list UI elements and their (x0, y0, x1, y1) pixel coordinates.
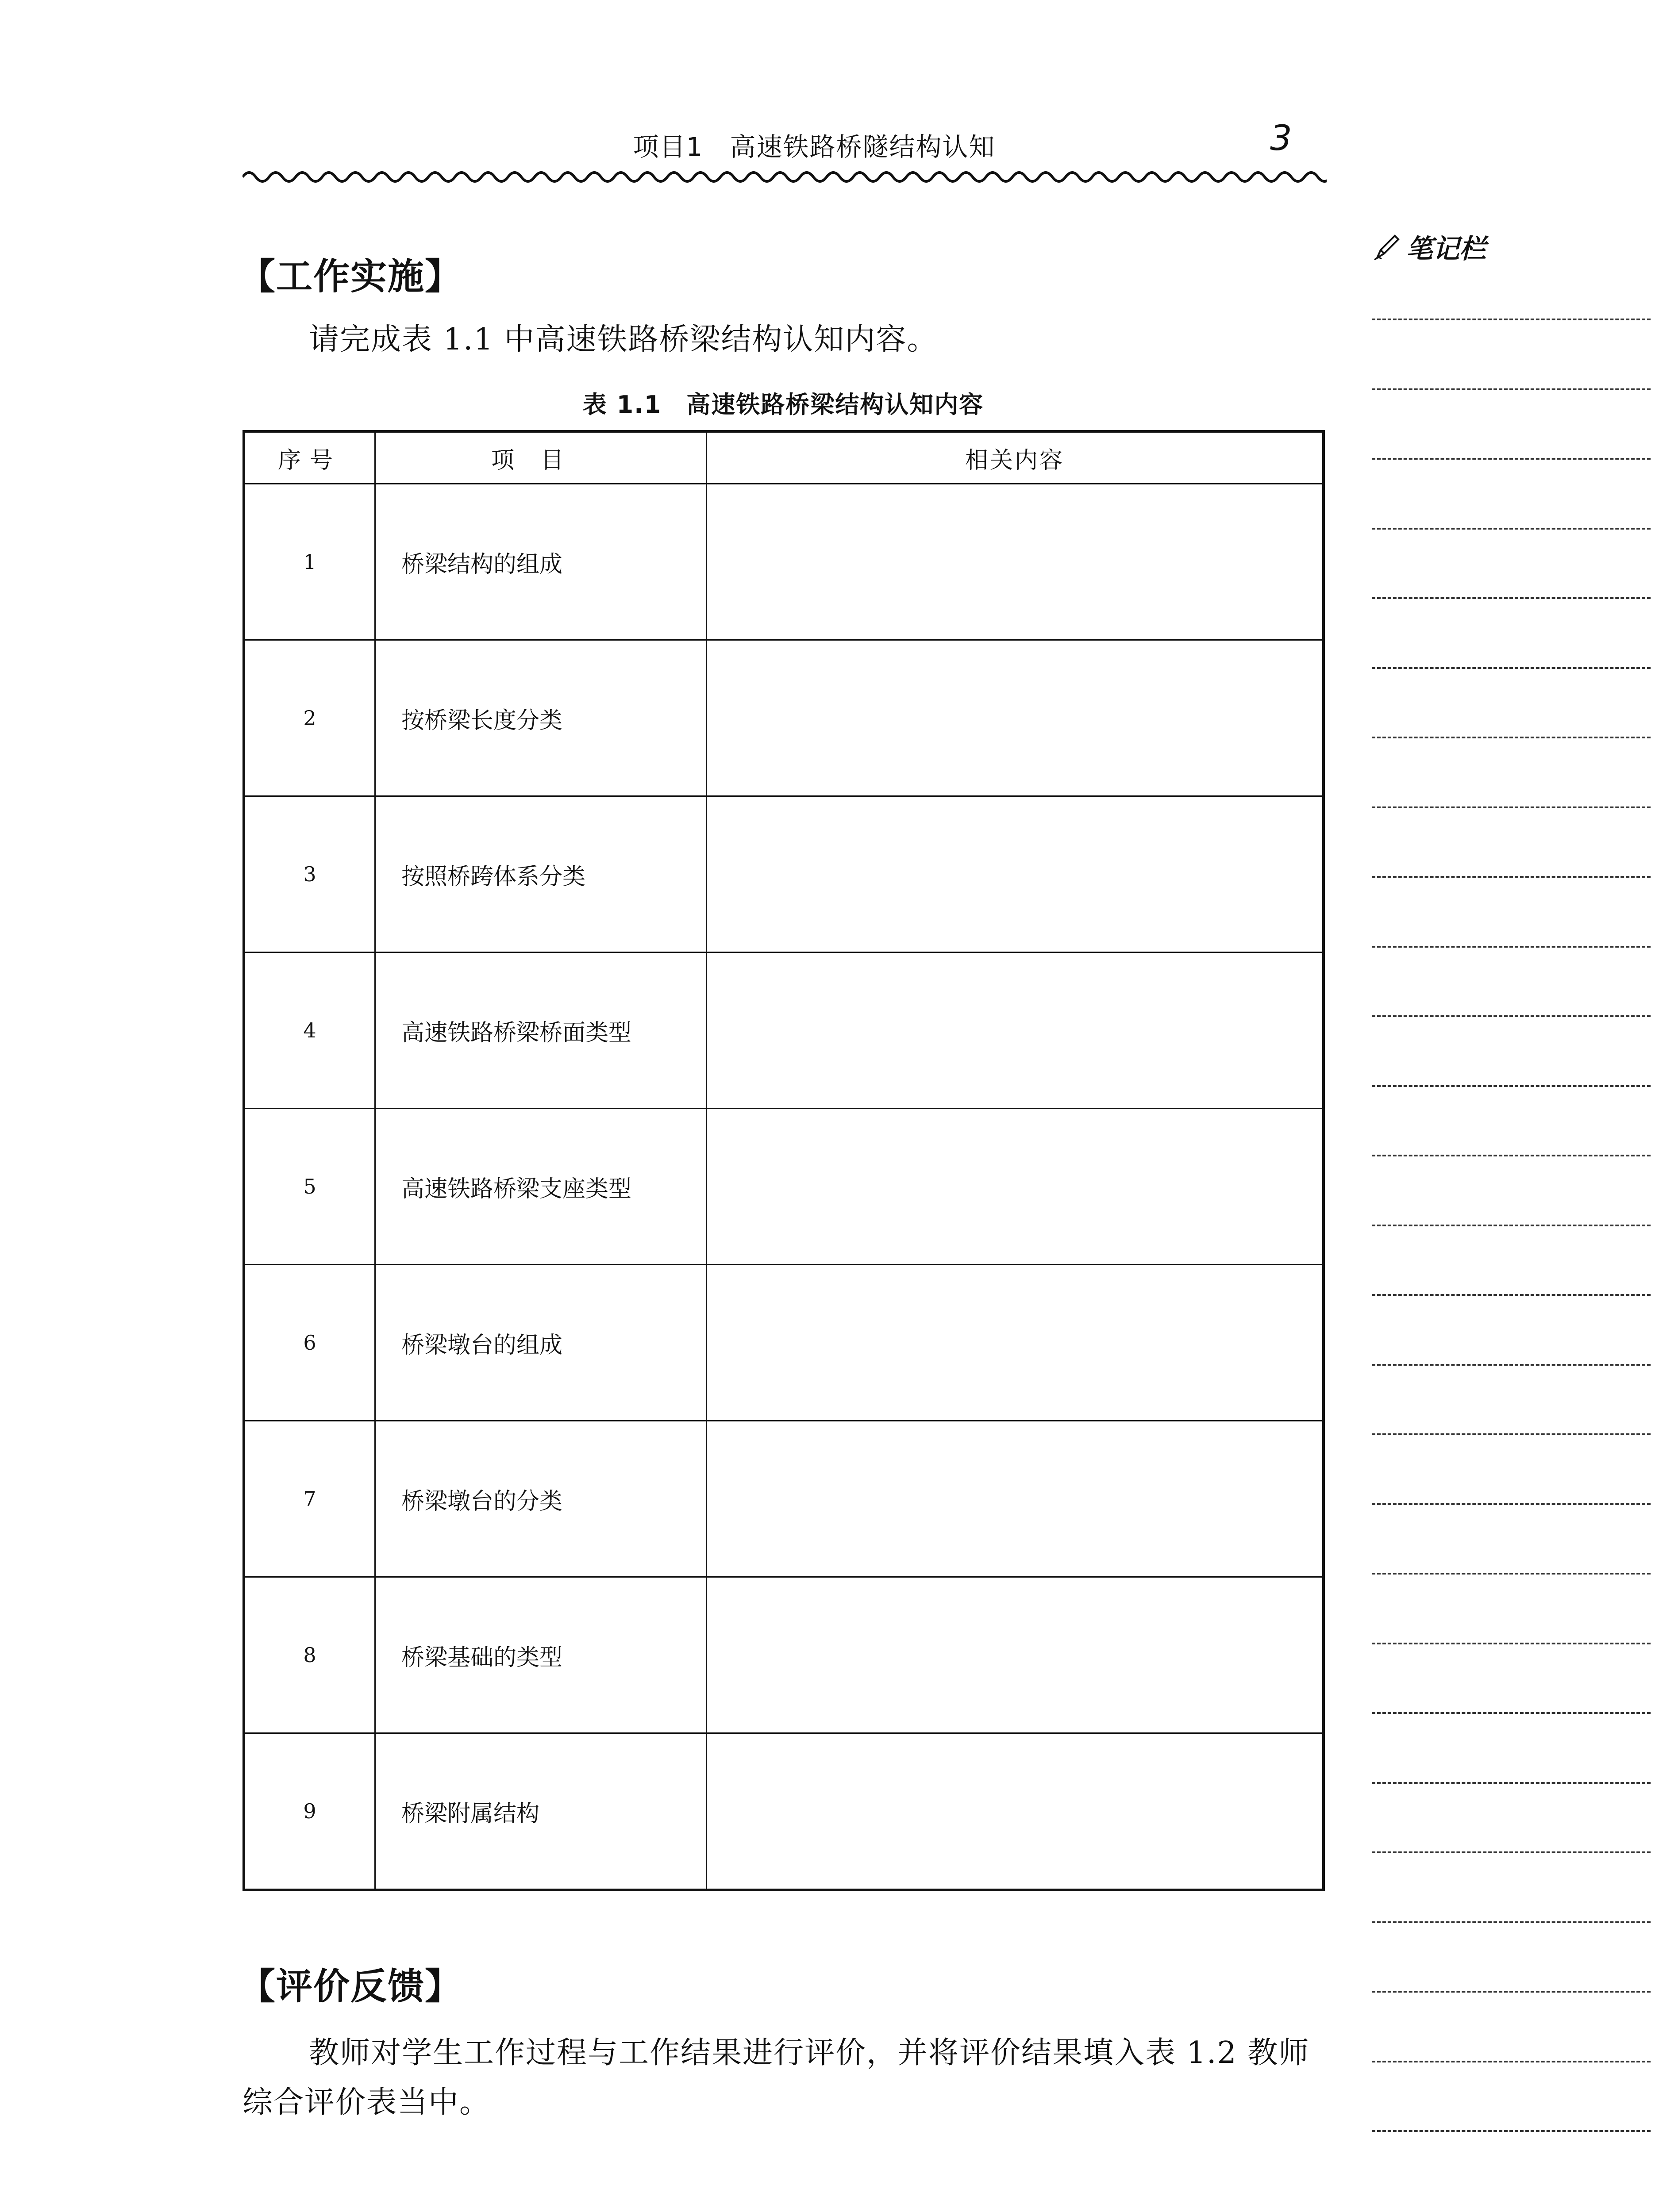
table-row (244, 796, 1324, 952)
note-line[interactable] (1372, 667, 1651, 669)
note-line[interactable] (1372, 946, 1651, 948)
row-item: 按照桥跨体系分类 (375, 796, 707, 952)
table-row (244, 1109, 1324, 1265)
row-number: 7 (244, 1421, 375, 1577)
note-line[interactable] (1372, 1294, 1651, 1296)
note-line[interactable] (1372, 1851, 1651, 1853)
row-number: 4 (244, 952, 375, 1109)
row-content-cell[interactable] (707, 1109, 1324, 1265)
note-line[interactable] (1372, 458, 1651, 460)
note-line[interactable] (1372, 1085, 1651, 1087)
running-title: 项目1 高速铁路桥隧结构认知 (633, 132, 996, 162)
note-line[interactable] (1372, 1015, 1651, 1017)
note-line[interactable] (1372, 1433, 1651, 1435)
note-line[interactable] (1372, 388, 1651, 390)
row-number: 5 (244, 1109, 375, 1265)
table-header-row (244, 431, 1324, 484)
table-row (244, 1577, 1324, 1733)
note-line[interactable] (1372, 1364, 1651, 1366)
row-number: 2 (244, 640, 375, 796)
note-line[interactable] (1372, 1155, 1651, 1156)
row-number: 1 (244, 484, 375, 640)
table-row (244, 952, 1324, 1109)
row-item: 高速铁路桥梁桥面类型 (375, 952, 707, 1109)
note-line[interactable] (1372, 1643, 1651, 1644)
note-line[interactable] (1372, 806, 1651, 808)
table-row (244, 484, 1324, 640)
row-content-cell[interactable] (707, 640, 1324, 796)
note-line[interactable] (1372, 319, 1651, 320)
note-line[interactable] (1372, 1782, 1651, 1784)
row-item: 桥梁基础的类型 (375, 1577, 707, 1733)
header-no: 序号 (244, 431, 375, 484)
table-caption: 表 1.1 高速铁路桥梁结构认知内容 (582, 391, 984, 419)
note-line[interactable] (1372, 2130, 1651, 2132)
work-instruction: 请完成表 1.1 中高速铁路桥梁结构认知内容。 (309, 322, 938, 357)
row-number: 6 (244, 1265, 375, 1421)
table-row (244, 1733, 1324, 1890)
row-content-cell[interactable] (707, 796, 1324, 952)
row-content-cell[interactable] (707, 952, 1324, 1109)
row-item: 桥梁附属结构 (375, 1733, 707, 1890)
row-number: 9 (244, 1733, 375, 1890)
header-item: 项目 (375, 431, 707, 484)
row-item: 桥梁墩台的分类 (375, 1421, 707, 1577)
note-line[interactable] (1372, 1573, 1651, 1575)
work-heading: 【工作实施】 (239, 256, 462, 298)
note-line[interactable] (1372, 1712, 1651, 1714)
note-line[interactable] (1372, 737, 1651, 738)
row-number: 8 (244, 1577, 375, 1733)
row-content-cell[interactable] (707, 1733, 1324, 1890)
table-row (244, 1265, 1324, 1421)
note-line[interactable] (1372, 597, 1651, 599)
note-line[interactable] (1372, 2061, 1651, 2062)
note-line[interactable] (1372, 1503, 1651, 1505)
row-content-cell[interactable] (707, 1577, 1324, 1733)
wavy-divider (242, 166, 1327, 188)
row-content-cell[interactable] (707, 1265, 1324, 1421)
notes-title (1372, 228, 1486, 266)
pen-icon (1372, 231, 1403, 262)
page-number: 3 (1270, 119, 1292, 158)
note-line[interactable] (1372, 876, 1651, 878)
note-line[interactable] (1372, 1225, 1651, 1226)
row-content-cell[interactable] (707, 1421, 1324, 1577)
row-item: 桥梁墩台的组成 (375, 1265, 707, 1421)
eval-heading: 【评价反馈】 (239, 1966, 462, 2008)
eval-text: 教师对学生工作过程与工作结果进行评价，并将评价结果填入表 1.2 教师综合评价表当中。 (242, 2035, 1310, 2120)
table-row (244, 1421, 1324, 1577)
notes-title-text: 笔记栏 (1406, 234, 1486, 265)
table-row (244, 640, 1324, 796)
row-item: 按桥梁长度分类 (375, 640, 707, 796)
note-line[interactable] (1372, 1921, 1651, 1923)
note-line[interactable] (1372, 528, 1651, 530)
row-item: 桥梁结构的组成 (375, 484, 707, 640)
header-content: 相关内容 (707, 431, 1324, 484)
cognition-table (242, 430, 1325, 1891)
note-line[interactable] (1372, 1991, 1651, 1993)
row-item: 高速铁路桥梁支座类型 (375, 1109, 707, 1265)
row-number: 3 (244, 796, 375, 952)
row-content-cell[interactable] (707, 484, 1324, 640)
